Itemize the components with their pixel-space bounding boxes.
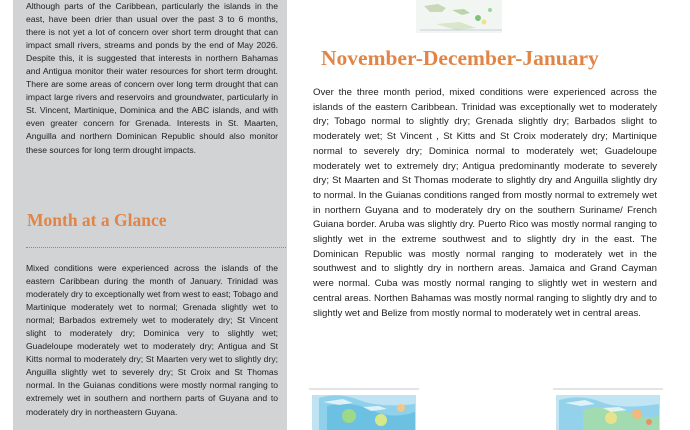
rainfall-map-bottom-right [553, 386, 663, 430]
drought-outlook-paragraph: Although parts of the Caribbean, particularly the islands in the east, have been drier than usual over the past 3 to 6 months, there is not yet a lot of concern over short term drought that can impact small rivers, streams and ponds by the end of May 2026. Despite this, it is suggested that interests in northern Bahamas and Antigua monitor their water resources for short term drought. There are some areas of concern over long term drought that can impact large rivers and reservoirs and groundwater, particularly in St. Vincent, Martinique, Dominica and the ABC islands, and with even greater concern for Grenada. Interests in St. Maarten, Anguilla and northern Dominican Republic should also monitor these sources for long term drought impacts. [26, 1, 278, 155]
dotted-divider [26, 247, 287, 248]
month-at-a-glance-paragraph: Mixed conditions were experienced across the islands of the eastern Caribbean during the month of January. Trinidad was moderately dry to exceptionally wet from west to east; Tobago and Martinique moderately wet to normal; Grenada slightly wet to normal; Barbados extremely wet to moderately dry; St Vincent slight to moderately dry; Dominica very to slightly wet; Guadeloupe moderately wet to moderately dry; Antigua and St Kitts normal to moderately dry; St Maarten very wet to slightly dry; Anguilla slightly wet to severely dry; St Croix and St Thomas normal. In the Guianas conditions were mostly normal ranging to extremely wet in southern and northern parts of Guyana and to moderately dry in northeastern Guyana. [26, 263, 278, 417]
month-at-a-glance-heading: Month at a Glance [27, 210, 167, 230]
sidebar-panel [13, 0, 287, 430]
rainfall-map-top [416, 0, 502, 33]
period-heading: November-December-January [321, 46, 599, 70]
rainfall-map-bottom-left [309, 386, 419, 430]
period-summary-paragraph: Over the three month period, mixed conditions were experienced across the islands of the eastern Caribbean. Trinidad was exceptionally wet to moderately dry; Tobago normal to slightly dry; Grenada slightly dry; Barbados slight to moderately wet; St Vincent , St Kitts and St Croix moderately dry; Martinique normal to severely dry; Dominica normal to moderately wet; Guadeloupe moderately wet to extremely dry; Antigua predominantly moderate to severely dry; St Maarten and St Thomas moderate to slightly dry and Anguilla slightly dry to normal. In the Guianas conditions ranged from mostly normal to extremely wet in northern Guyana and to moderately dry on the southern Suriname/ French Guiana border. Aruba was slightly dry. Puerto Rico was mostly normal ranging to slightly wet in the extreme southwest and to slightly dry in the east. The Dominican Republic was mostly normal ranging to moderately wet in the southwest and to slightly dry in northern areas. Jamaica and Grand Cayman were normal. Cuba was mostly normal ranging to slightly wet in western and central areas. Northen Bahamas was mostly normal ranging to slightly dry and to slightly wet and Belize from mostly normal to moderately wet in central areas. [313, 87, 657, 319]
